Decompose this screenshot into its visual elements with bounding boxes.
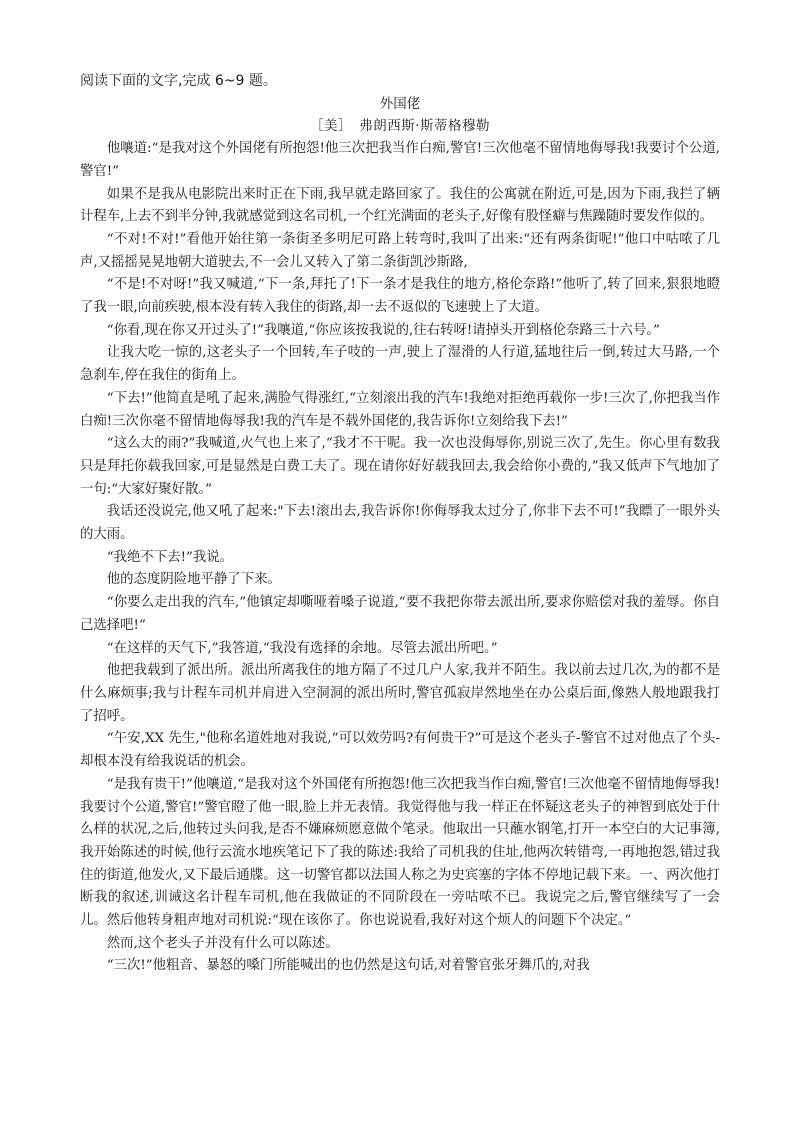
paragraph: 如果不是我从电影院出来时正在下雨,我早就走路回家了。我住的公寓就在附近,可是,因为下雨,我拦了辆计程车,上去不到半分钟,我就感觉到这名司机,一个红光满面的老头子,好像有股怪癖与焦躁随时要发作似的。 [80,186,720,225]
article-title: 外国佬 [379,95,421,112]
paragraph: 然而,这个老头子并没有什么可以陈述。 [106,935,339,951]
paragraph: “午安,XX 先生,"他称名道姓地对我说,“可以效劳吗?有何贵干?”可是这个老头子-警官不过对他点了个头-却根本没有给我说话的机会。 [80,731,720,770]
paragraph: “我绝不下去!”我说。 [106,549,233,565]
paragraph: 我话还没说完,他又吼了起来:"下去!滚出去,我告诉你!你侮辱我太过分了,你非下去不可!”我瞟了一眼外头的大雨。 [80,504,720,543]
paragraph: “这么大的雨?”我喊道,火气也上来了,“我才不干呢。我一次也没侮辱你,别说三次了,先生。你心里有数我只是拜托你载我回家,可是显然是白费工夫了。现在请你好好载我回去,我会给你小费的,”我又低声下气地加了一句:“大家好聚好散。” [80,436,720,497]
paragraph: “不是!不对呀!”我又喊道,“下一条,拜托了!下一条才是我住的地方,格伦奈路!”他听了,转了回来,狠狠地瞪了我一眼,向前疾驶,根本没有转入我住的街路,却一去不返似的飞速驶上了大道。 [80,277,720,316]
paragraph: 让我大吃一惊的,这老头子一个回转,车子吱的一声,驶上了湿滑的人行道,猛地往后一倒,转过大马路,一个急刹车,停在我住的街角上。 [80,345,720,384]
article-author: ［美］ 弗朗西斯·斯蒂格穆勒 [309,118,491,135]
paragraph: “你要么走出我的汽车,”他镇定却嘶哑着嗓子说道,“要不我把你带去派出所,要求你赔偿对我的羞辱。你自己选择吧!” [80,595,720,633]
paragraph: “在这样的天气下,”我答道,“我没有选择的余地。尽管去派出所吧。” [106,640,498,656]
paragraph: “不对!不对!”看他开始往第一条街圣多明尼可路上转弯时,我叫了出来:“还有两条街呢!”他口中咕哝了几声,又摇摇晃晃地朝大道驶去,不一会儿又转入了第二条街凯沙斯路, [80,231,720,270]
paragraph: 他的态度阴险地平静了下来。 [106,572,281,588]
paragraph: 他把我载到了派出所。派出所离我住的地方隔了不过几户人家,我并不陌生。我以前去过几次,为的都不是什么麻烦事;我与计程车司机并肩进入空洞洞的派出所时,警官孤寂岸然地坐在办公桌后面,像熟人般地跟我打了招呼。 [80,663,720,724]
paragraph: “是我有贵干!”他嚷道,“是我对这个外国佬有所抱怨!他三次把我当作白痴,警官!三次他毫不留情地侮辱我!我要讨个公道,警官!”警官瞪了他一眼,脸上并无表情。我觉得他与我一样正在怀疑这老头子的神智到底处于什么样的状况,之后,他转过头问我,是否不嫌麻烦愿意做个笔录。他取出一只蘸水钢笔,打开一本空白的大记事簿,我开始陈述的时候,他行云流水地疾笔记下了我的陈述:我给了司机我的住址,他两次转错弯,一再地抱怨,错过我住的街道,他发火,又下最后通牒。这一切警官都以法国人称之为史宾塞的字体不停地记载下来。一、两次他打断我的叙述,训诫这名计程车司机,他在我做证的不同阶段在一旁咕哝不已。我说完之后,警官继续写了一会儿。然后他转身粗声地对司机说:“现在该你了。你也说说看,我好对这个烦人的问题下个决定。” [80,776,720,929]
paragraph: “你看,现在你又开过头了!”我嚷道,“你应该按我说的,往右转呀!请掉头开到格伦奈路三十六号。” [106,322,660,338]
document-page [80,70,720,978]
question-instruction: 阅读下面的文字,完成 6~9 题。 [80,73,277,89]
paragraph: 他嚷道:“是我对这个外国佬有所抱怨!他三次把我当作白痴,警官!三次他毫不留情地侮辱我!我要讨个公道,警官!” [80,141,720,179]
paragraph: “下去!”他简直是吼了起来,满脸气得涨红,“立刻滚出我的汽车!我绝对拒绝再载你一步!三次了,你把我当作白痴!三次你毫不留情地侮辱我!我的汽车是不载外国佬的,我告诉你!立刻给我下去!” [80,390,720,429]
paragraph: “三次!”他粗音、暴怒的嗓门所能喊出的也仍然是这句话,对着警官张牙舞爪的,对我 [106,958,590,974]
